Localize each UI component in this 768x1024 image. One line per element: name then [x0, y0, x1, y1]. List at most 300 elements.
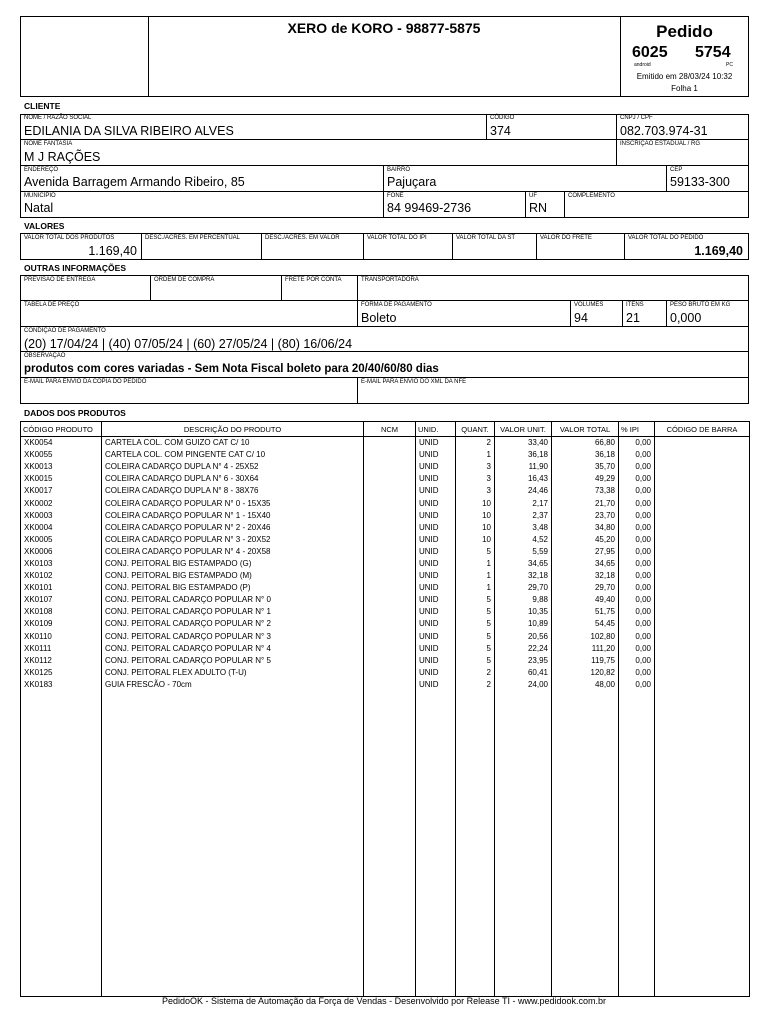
outras-col-divider — [666, 300, 667, 326]
cell-unid: UNID — [416, 473, 456, 485]
cell-descricao: CONJ. PEITORAL CADARÇO POPULAR N° 1 — [102, 606, 364, 618]
cell-valor-unit: 29,70 — [495, 582, 552, 594]
cell-codigo-barra — [655, 461, 750, 473]
cell-ncm — [364, 642, 416, 654]
outras-col-divider — [150, 275, 151, 300]
cell-valor-unit: 22,24 — [495, 642, 552, 654]
cell-ipi: 0,00 — [619, 654, 655, 666]
cell-ncm — [364, 497, 416, 509]
cell-quant: 5 — [456, 606, 495, 618]
cell-valor-unit: 10,35 — [495, 606, 552, 618]
page-number: Folha 1 — [671, 84, 698, 93]
table-row — [21, 570, 750, 582]
cell-ipi: 0,00 — [619, 473, 655, 485]
cell-descricao: COLEIRA CADARÇO DUPLA N° 4 - 25X52 — [102, 461, 364, 473]
cell-codigo-barra — [655, 473, 750, 485]
cell-descricao: CONJ. PEITORAL CADARÇO POPULAR N° 0 — [102, 594, 364, 606]
cell-ncm — [364, 570, 416, 582]
cell-valor-total: 23,70 — [552, 509, 619, 521]
cell-ipi: 0,00 — [619, 521, 655, 533]
outras-col-divider — [357, 377, 358, 404]
cell-ipi: 0,00 — [619, 557, 655, 569]
cliente-col-divider — [666, 165, 667, 191]
cell-descricao: GUIA FRESCÃO - 70cm — [102, 678, 364, 690]
cell-unid: UNID — [416, 630, 456, 642]
cell-codigo: XK0111 — [21, 642, 102, 654]
cell-codigo-barra — [655, 618, 750, 630]
fone-label: FONE — [387, 193, 404, 199]
table-row — [21, 678, 750, 690]
cell-codigo: XK0055 — [21, 449, 102, 461]
email-xml-label: E-MAIL PARA ENVIO DO XML DA NFE — [361, 379, 467, 385]
empty-cell — [495, 690, 552, 996]
cell-unid: UNID — [416, 485, 456, 497]
outras-row-divider — [20, 300, 749, 301]
itens-value: 21 — [626, 311, 640, 325]
bairro-label: BAIRRO — [387, 167, 411, 173]
cell-quant: 2 — [456, 678, 495, 690]
cell-valor-unit: 32,18 — [495, 570, 552, 582]
peso-label: PESO BRUTO EM KG — [670, 302, 731, 308]
cell-codigo: XK0125 — [21, 666, 102, 678]
cell-valor-unit: 23,95 — [495, 654, 552, 666]
table-row — [21, 473, 750, 485]
cell-ncm — [364, 666, 416, 678]
empty-cell — [552, 690, 619, 996]
ordem-compra-label: ORDEM DE COMPRA — [154, 277, 215, 283]
cell-ipi: 0,00 — [619, 545, 655, 557]
cell-valor-total: 29,70 — [552, 582, 619, 594]
cell-quant: 5 — [456, 654, 495, 666]
cell-descricao: COLEIRA CADARÇO DUPLA N° 8 - 38X76 — [102, 485, 364, 497]
cell-ncm — [364, 437, 416, 449]
valores-col-divider — [624, 233, 625, 260]
cell-codigo: XK0101 — [21, 582, 102, 594]
cell-descricao: CONJ. PEITORAL BIG ESTAMPADO (M) — [102, 570, 364, 582]
cell-descricao: CONJ. PEITORAL BIG ESTAMPADO (G) — [102, 557, 364, 569]
cell-descricao: CARTELA COL. COM PINGENTE CAT C/ 10 — [102, 449, 364, 461]
cell-codigo: XK0102 — [21, 570, 102, 582]
cell-valor-total: 48,00 — [552, 678, 619, 690]
cliente-col-divider — [564, 191, 565, 218]
table-row — [21, 533, 750, 545]
cell-ipi: 0,00 — [619, 570, 655, 582]
empty-cell — [21, 690, 102, 996]
cell-codigo: XK0110 — [21, 630, 102, 642]
cell-descricao: CONJ. PEITORAL BIG ESTAMPADO (P) — [102, 582, 364, 594]
municipio-label: MUNICÍPIO — [24, 193, 56, 199]
total-produtos-value: 1.169,40 — [88, 244, 137, 258]
cell-ncm — [364, 521, 416, 533]
table-row — [21, 654, 750, 666]
cell-quant: 10 — [456, 497, 495, 509]
cliente-row-divider-3 — [20, 191, 749, 192]
cell-codigo-barra — [655, 437, 750, 449]
client-district: Pajuçara — [387, 175, 437, 189]
cell-quant: 5 — [456, 594, 495, 606]
cell-valor-total: 54,45 — [552, 618, 619, 630]
ipi-label: VALOR TOTAL DO IPI — [367, 235, 427, 241]
outras-row-divider — [20, 326, 749, 327]
forma-pagamento-label: FORMA DE PAGAMENTO — [361, 302, 432, 308]
cell-ncm — [364, 545, 416, 557]
cell-valor-total: 49,29 — [552, 473, 619, 485]
cell-ipi: 0,00 — [619, 666, 655, 678]
cnpj-label: CNPJ / CPF — [620, 115, 653, 121]
cell-codigo: XK0183 — [21, 678, 102, 690]
cell-codigo: XK0002 — [21, 497, 102, 509]
client-state: RN — [529, 201, 548, 215]
cell-valor-total: 102,80 — [552, 630, 619, 642]
valores-section-title: VALORES — [24, 221, 65, 231]
cell-unid: UNID — [416, 654, 456, 666]
valores-col-divider — [363, 233, 364, 260]
table-row — [21, 666, 750, 678]
cell-valor-total: 34,65 — [552, 557, 619, 569]
cell-valor-total: 111,20 — [552, 642, 619, 654]
cell-valor-total: 36,18 — [552, 449, 619, 461]
peso-value: 0,000 — [670, 311, 702, 325]
cell-quant: 5 — [456, 630, 495, 642]
cell-ipi: 0,00 — [619, 678, 655, 690]
cell-quant: 5 — [456, 642, 495, 654]
col-header-ncm: NCM — [364, 422, 416, 437]
cliente-col-divider — [616, 114, 617, 165]
desc-valor-label: DESC./ACRÉS. EM VALOR — [265, 235, 340, 241]
empty-cell — [364, 690, 416, 996]
cell-valor-unit: 24,46 — [495, 485, 552, 497]
cell-unid: UNID — [416, 582, 456, 594]
cell-ncm — [364, 473, 416, 485]
cell-descricao: CONJ. PEITORAL CADARÇO POPULAR N° 4 — [102, 642, 364, 654]
cell-unid: UNID — [416, 618, 456, 630]
client-cep: 59133-300 — [670, 175, 730, 189]
cell-codigo-barra — [655, 642, 750, 654]
cell-valor-unit: 24,00 — [495, 678, 552, 690]
outras-col-divider — [357, 275, 358, 326]
cell-descricao: CONJ. PEITORAL CADARÇO POPULAR N° 3 — [102, 630, 364, 642]
cell-quant: 2 — [456, 666, 495, 678]
cell-ncm — [364, 582, 416, 594]
cell-quant: 3 — [456, 461, 495, 473]
col-header-codigo: CÓDIGO PRODUTO — [21, 422, 102, 437]
company-name: XERO de KORO - 98877-5875 — [287, 20, 481, 36]
cell-unid: UNID — [416, 461, 456, 473]
cell-descricao: CONJ. PEITORAL CADARÇO POPULAR N° 2 — [102, 618, 364, 630]
cell-descricao: COLEIRA CADARÇO POPULAR N° 4 - 20X58 — [102, 545, 364, 557]
empty-cell — [102, 690, 364, 996]
cell-quant: 1 — [456, 449, 495, 461]
client-address: Avenida Barragem Armando Ribeiro, 85 — [24, 175, 245, 189]
table-row — [21, 437, 750, 449]
cell-codigo: XK0004 — [21, 521, 102, 533]
tabela-preco-label: TABELA DE PREÇO — [24, 302, 80, 308]
cell-unid: UNID — [416, 533, 456, 545]
cell-valor-unit: 36,18 — [495, 449, 552, 461]
cell-valor-total: 119,75 — [552, 654, 619, 666]
previsao-label: PREVISÃO DE ENTREGA — [24, 277, 96, 283]
cell-ncm — [364, 618, 416, 630]
cell-valor-total: 49,40 — [552, 594, 619, 606]
cell-unid: UNID — [416, 678, 456, 690]
cell-ncm — [364, 461, 416, 473]
cell-descricao: COLEIRA CADARÇO POPULAR N° 0 - 15X35 — [102, 497, 364, 509]
cell-ipi: 0,00 — [619, 618, 655, 630]
cell-codigo-barra — [655, 557, 750, 569]
cell-ncm — [364, 509, 416, 521]
table-row — [21, 582, 750, 594]
cell-quant: 10 — [456, 521, 495, 533]
cell-valor-total: 27,95 — [552, 545, 619, 557]
cell-codigo: XK0013 — [21, 461, 102, 473]
empty-cell — [416, 690, 456, 996]
cell-descricao: CARTELA COL. COM GUIZO CAT C/ 10 — [102, 437, 364, 449]
cell-unid: UNID — [416, 437, 456, 449]
cell-unid: UNID — [416, 557, 456, 569]
pedido-number-android: 6025 — [632, 44, 668, 61]
cell-codigo: XK0006 — [21, 545, 102, 557]
table-row — [21, 449, 750, 461]
frete-label: VALOR DO FRETE — [540, 235, 592, 241]
cell-valor-total: 34,80 — [552, 521, 619, 533]
cell-descricao: CONJ. PEITORAL CADARÇO POPULAR N° 5 — [102, 654, 364, 666]
cell-codigo-barra — [655, 570, 750, 582]
cell-unid: UNID — [416, 606, 456, 618]
cell-ncm — [364, 630, 416, 642]
table-row — [21, 642, 750, 654]
cell-unid: UNID — [416, 666, 456, 678]
cell-codigo: XK0107 — [21, 594, 102, 606]
cell-descricao: COLEIRA CADARÇO POPULAR N° 1 - 15X40 — [102, 509, 364, 521]
products-table — [20, 421, 750, 997]
cell-valor-total: 35,70 — [552, 461, 619, 473]
cell-valor-total: 45,20 — [552, 533, 619, 545]
cell-codigo: XK0112 — [21, 654, 102, 666]
cell-valor-total: 51,75 — [552, 606, 619, 618]
nome-label: NOME / RAZÃO SOCIAL — [24, 115, 92, 121]
cep-label: CEP — [670, 167, 683, 173]
cell-ncm — [364, 594, 416, 606]
emission-date: Emitido em 28/03/24 10:32 — [636, 72, 733, 81]
cell-codigo-barra — [655, 545, 750, 557]
outras-section-title: OUTRAS INFORMAÇÕES — [24, 263, 126, 273]
cell-ncm — [364, 557, 416, 569]
cliente-section-title: CLIENTE — [24, 101, 61, 111]
cell-codigo-barra — [655, 666, 750, 678]
cell-quant: 3 — [456, 473, 495, 485]
cell-valor-total: 21,70 — [552, 497, 619, 509]
observacao-value: produtos com cores variadas - Sem Nota Fiscal boleto para 20/40/60/80 dias — [24, 363, 439, 375]
cell-codigo-barra — [655, 533, 750, 545]
pedido-number-pc: 5754 — [695, 44, 731, 61]
pedido-number-pc-sub: PC — [726, 62, 733, 68]
cell-unid: UNID — [416, 497, 456, 509]
col-header-ipi: % IPI — [619, 422, 655, 437]
condicao-pagamento-value: (20) 17/04/24 | (40) 07/05/24 | (60) 27/05/24 | (80) 16/06/24 — [24, 337, 353, 351]
cell-valor-total: 66,80 — [552, 437, 619, 449]
valores-col-divider — [141, 233, 142, 260]
st-label: VALOR TOTAL DA ST — [456, 235, 516, 241]
volumes-value: 94 — [574, 311, 588, 325]
cell-codigo-barra — [655, 509, 750, 521]
observacao-label: OBSERVAÇÃO — [24, 353, 66, 359]
empty-cell — [456, 690, 495, 996]
table-row — [21, 509, 750, 521]
footer-text: PedidoOK - Sistema de Automação da Força de Vendas - Desenvolvido por Release TI - www.pedidook.com.br — [161, 996, 607, 1006]
valores-col-divider — [536, 233, 537, 260]
cell-valor-unit: 20,56 — [495, 630, 552, 642]
empty-cell — [655, 690, 750, 996]
cell-ipi: 0,00 — [619, 509, 655, 521]
table-row — [21, 461, 750, 473]
valores-col-divider — [261, 233, 262, 260]
codigo-label: CÓDIGO — [490, 115, 515, 121]
col-header-valor-unit: VALOR UNIT. — [495, 422, 552, 437]
client-name: EDILANIA DA SILVA RIBEIRO ALVES — [24, 124, 234, 138]
cell-codigo-barra — [655, 582, 750, 594]
cell-codigo: XK0015 — [21, 473, 102, 485]
email-pedido-label: E-MAIL PARA ENVIO DA CÓPIA DO PEDIDO — [24, 379, 147, 385]
frete-conta-label: FRETE POR CONTA — [285, 277, 342, 283]
cell-ncm — [364, 485, 416, 497]
col-header-quant: QUANT. — [456, 422, 495, 437]
total-pedido-label: VALOR TOTAL DO PEDIDO — [628, 235, 704, 241]
table-row — [21, 594, 750, 606]
itens-label: ITENS — [626, 302, 644, 308]
cell-valor-unit: 2,37 — [495, 509, 552, 521]
client-cnpj: 082.703.974-31 — [620, 124, 708, 138]
cell-valor-unit: 3,48 — [495, 521, 552, 533]
cell-unid: UNID — [416, 521, 456, 533]
table-row — [21, 497, 750, 509]
col-header-codigo-barra: CÓDIGO DE BARRA — [655, 422, 750, 437]
transportadora-label: TRANSPORTADORA — [361, 277, 419, 283]
cell-ipi: 0,00 — [619, 642, 655, 654]
table-row — [21, 485, 750, 497]
cell-quant: 5 — [456, 545, 495, 557]
cell-quant: 5 — [456, 618, 495, 630]
client-city: Natal — [24, 201, 54, 215]
cell-codigo-barra — [655, 449, 750, 461]
cell-ipi: 0,00 — [619, 437, 655, 449]
cell-quant: 1 — [456, 570, 495, 582]
cell-ipi: 0,00 — [619, 461, 655, 473]
cell-ipi: 0,00 — [619, 606, 655, 618]
volumes-label: VOLUMES — [574, 302, 604, 308]
cell-ipi: 0,00 — [619, 630, 655, 642]
cell-unid: UNID — [416, 509, 456, 521]
cell-codigo: XK0109 — [21, 618, 102, 630]
products-empty-area — [21, 690, 750, 996]
cliente-col-divider — [383, 165, 384, 218]
table-row — [21, 630, 750, 642]
cell-valor-total: 73,38 — [552, 485, 619, 497]
cell-codigo-barra — [655, 606, 750, 618]
col-header-unid: UNID. — [416, 422, 456, 437]
cell-codigo: XK0003 — [21, 509, 102, 521]
cell-ipi: 0,00 — [619, 497, 655, 509]
client-code: 374 — [490, 124, 511, 138]
products-header-row — [21, 422, 750, 437]
cell-unid: UNID — [416, 594, 456, 606]
cell-ipi: 0,00 — [619, 485, 655, 497]
outras-col-divider — [622, 300, 623, 326]
cell-valor-unit: 11,90 — [495, 461, 552, 473]
desc-perc-label: DESC./ACRÉS. EM PERCENTUAL — [145, 235, 241, 241]
cell-unid: UNID — [416, 642, 456, 654]
cell-codigo: XK0054 — [21, 437, 102, 449]
cell-unid: UNID — [416, 449, 456, 461]
cliente-col-divider — [486, 114, 487, 139]
cell-valor-unit: 9,88 — [495, 594, 552, 606]
cell-codigo: XK0108 — [21, 606, 102, 618]
outras-row-divider — [20, 377, 749, 378]
outras-row-divider — [20, 351, 749, 352]
cell-ncm — [364, 606, 416, 618]
cliente-row-divider-1 — [20, 139, 749, 140]
cell-valor-unit: 5,59 — [495, 545, 552, 557]
cell-codigo-barra — [655, 521, 750, 533]
cell-valor-unit: 33,40 — [495, 437, 552, 449]
cell-codigo-barra — [655, 678, 750, 690]
cell-valor-unit: 60,41 — [495, 666, 552, 678]
cell-codigo-barra — [655, 630, 750, 642]
cell-valor-total: 120,82 — [552, 666, 619, 678]
cell-ipi: 0,00 — [619, 449, 655, 461]
cell-valor-total: 32,18 — [552, 570, 619, 582]
cell-codigo-barra — [655, 594, 750, 606]
cell-unid: UNID — [416, 545, 456, 557]
cell-codigo: XK0017 — [21, 485, 102, 497]
cell-valor-unit: 16,43 — [495, 473, 552, 485]
cell-quant: 10 — [456, 509, 495, 521]
cell-ncm — [364, 678, 416, 690]
total-produtos-label: VALOR TOTAL DOS PRODUTOS — [24, 235, 115, 241]
cell-ncm — [364, 533, 416, 545]
cell-quant: 3 — [456, 485, 495, 497]
products-body — [21, 437, 750, 997]
complemento-label: COMPLEMENTO — [568, 193, 615, 199]
cell-codigo-barra — [655, 485, 750, 497]
cell-descricao: COLEIRA CADARÇO POPULAR N° 2 - 20X46 — [102, 521, 364, 533]
cell-descricao: COLEIRA CADARÇO DUPLA N° 6 - 30X64 — [102, 473, 364, 485]
cell-ipi: 0,00 — [619, 594, 655, 606]
col-header-descricao: DESCRIÇÃO DO PRODUTO — [102, 422, 364, 437]
client-phone: 84 99469-2736 — [387, 201, 472, 215]
condicao-pagamento-label: CONDIÇÃO DE PAGAMENTO — [24, 328, 106, 334]
client-trade-name: M J RAÇÕES — [24, 150, 101, 164]
cell-codigo-barra — [655, 654, 750, 666]
table-row — [21, 545, 750, 557]
total-pedido-value: 1.169,40 — [694, 244, 743, 258]
cell-codigo: XK0103 — [21, 557, 102, 569]
table-row — [21, 606, 750, 618]
outras-col-divider — [570, 300, 571, 326]
cell-descricao: COLEIRA CADARÇO POPULAR N° 3 - 20X52 — [102, 533, 364, 545]
forma-pagamento-value: Boleto — [361, 311, 397, 325]
uf-label: UF — [529, 193, 537, 199]
cell-ipi: 0,00 — [619, 533, 655, 545]
cell-valor-unit: 34,65 — [495, 557, 552, 569]
cell-valor-unit: 2,17 — [495, 497, 552, 509]
cell-quant: 10 — [456, 533, 495, 545]
empty-cell — [619, 690, 655, 996]
cell-ncm — [364, 449, 416, 461]
cell-descricao: CONJ. PEITORAL FLEX ADULTO (T-U) — [102, 666, 364, 678]
outras-col-divider — [281, 275, 282, 300]
cell-quant: 2 — [456, 437, 495, 449]
ie-label: INSCRIÇÃO ESTADUAL / RG — [620, 141, 701, 147]
